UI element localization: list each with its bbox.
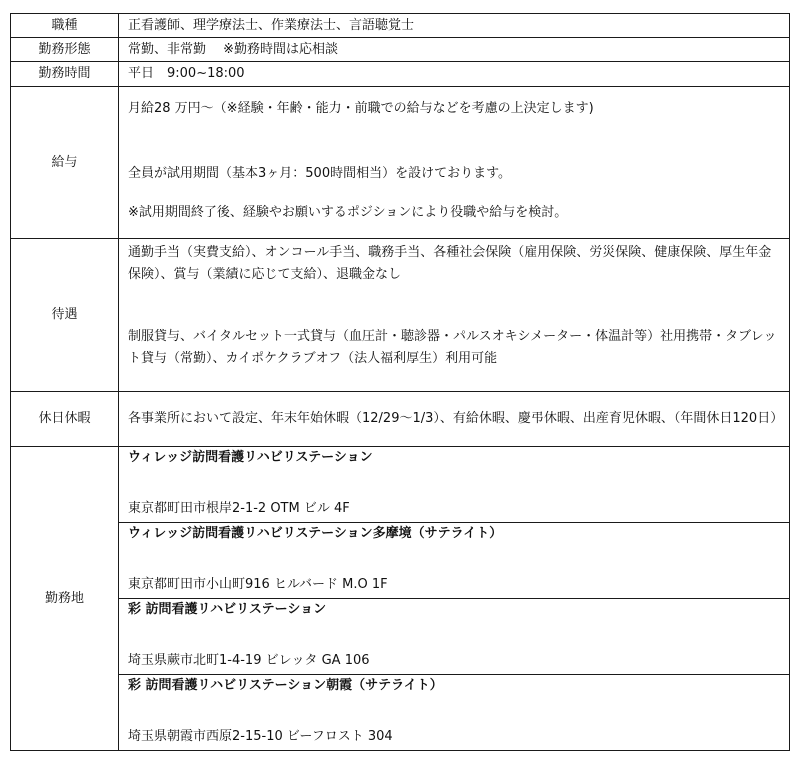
label-taigu: 待遇 (11, 239, 119, 392)
location-4-address: 埼玉県朝霞市西原2-15-10 ビーフロスト 304 (128, 729, 393, 744)
value-kyujitsu: 各事業所において設定、年末年始休暇（12/29〜1/3）、有給休暇、慶弔休暇、出産育児休暇、（年間休日120日） (119, 392, 790, 447)
row-keitai (11, 38, 790, 62)
taigu-line-1: 通勤手当（実費支給）、オンコール手当、職務手当、各種社会保険（雇用保険、労災保険、健康保険、厚生年金保険）、賞与（業績に応じて支給）、退職金なし (128, 245, 772, 282)
row-kinmuchi-3 (11, 599, 790, 675)
kyuyo-line-2: 全員が試用期間（基本3ヶ月：500時間相当）を設けております。 (128, 166, 512, 181)
label-shokushu: 職種 (11, 14, 119, 38)
row-kyuyo (11, 87, 790, 239)
label-keitai: 勤務形態 (11, 38, 119, 62)
location-3-name: 彩 訪問看護リハビリステーション (128, 602, 327, 617)
row-kyujitsu (11, 392, 790, 447)
row-kinmuchi-2 (11, 523, 790, 599)
kyuyo-line-3: ※試用期間終了後、経験やお願いするポジションにより役職や給与を検討。 (128, 205, 568, 220)
row-shokushu (11, 14, 790, 38)
label-kinmuchi: 勤務地 (11, 447, 119, 751)
value-taigu (119, 239, 790, 392)
location-2-address: 東京都町田市小山町916 ヒルバード M.O 1F (128, 577, 388, 592)
location-2 (119, 523, 790, 599)
location-3 (119, 599, 790, 675)
value-keitai: 常勤、非常勤 ※勤務時間は応相談 (119, 38, 790, 62)
row-kinmuchi-1 (11, 447, 790, 523)
location-1-name: ウィレッジ訪問看護リハビリステーション (128, 450, 373, 465)
value-shokushu: 正看護師、理学療法士、作業療法士、言語聴覚士 (119, 14, 790, 38)
value-kyuyo (119, 87, 790, 239)
job-info-table-wrapper (10, 13, 790, 751)
location-3-address: 埼玉県蕨市北町1-4-19 ビレッタ GA 106 (128, 653, 370, 668)
row-taigu (11, 239, 790, 392)
job-info-table (10, 13, 790, 751)
label-jikan: 勤務時間 (11, 62, 119, 87)
location-1-address: 東京都町田市根岸2-1-2 OTM ビル 4F (128, 501, 350, 516)
row-kinmuchi-4 (11, 675, 790, 751)
value-jikan: 平日 9:00~18:00 (119, 62, 790, 87)
location-4-name: 彩 訪問看護リハビリステーション朝霞（サテライト） (128, 678, 443, 693)
location-4 (119, 675, 790, 751)
kyuyo-line-1: 月給28 万円〜（※経験・年齢・能力・前職での給与などを考慮の上決定します) (128, 101, 594, 116)
row-jikan (11, 62, 790, 87)
label-kyuyo: 給与 (11, 87, 119, 239)
location-1 (119, 447, 790, 523)
location-2-name: ウィレッジ訪問看護リハビリステーション多摩境（サテライト） (128, 526, 503, 541)
taigu-line-2: 制服貸与、バイタルセット一式貸与（血圧計・聴診器・パルスオキシメーター・体温計等）社用携帯・タブレット貸与（常勤）、カイポケクラブオフ（法人福利厚生）利用可能 (128, 329, 777, 366)
label-kyujitsu: 休日休暇 (11, 392, 119, 447)
